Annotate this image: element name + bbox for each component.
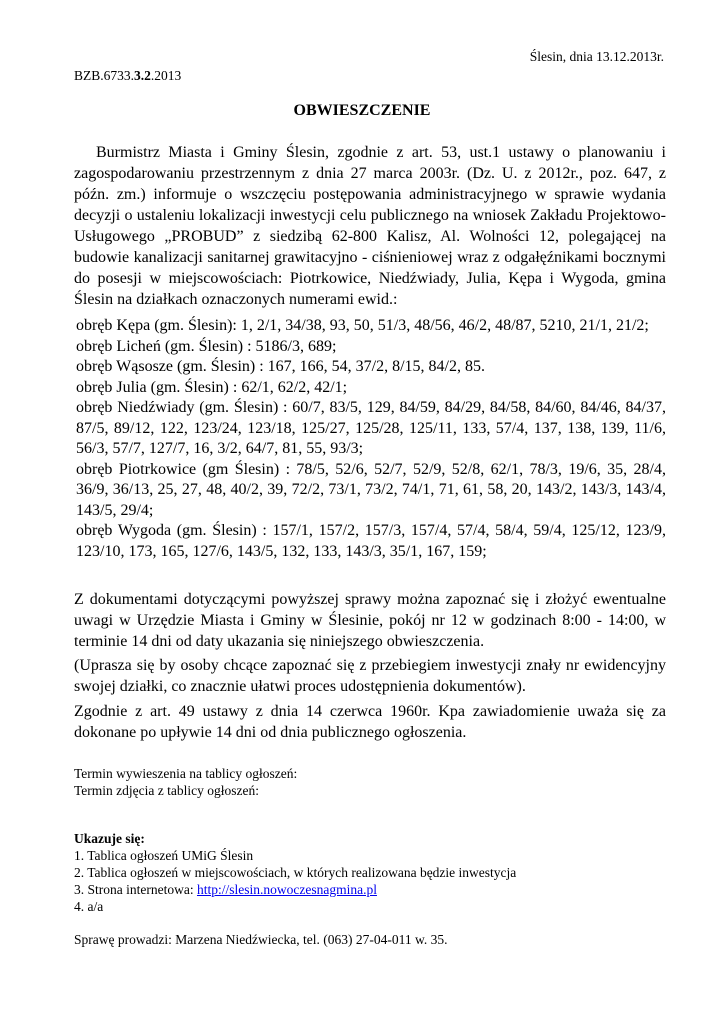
- document-title: OBWIESZCZENIE: [293, 102, 431, 119]
- shown-at-item-2: 2. Tablica ogłoszeń w miejscowościach, w których realizowana będzie inwestycja: [74, 865, 517, 880]
- documents-paragraph: Z dokumentami dotyczącymi powyższej sprawy można zapoznać się i złożyć ewentualne uwagi w Urzędzie Miasta i Gminy w Ślesinie, pokój nr 12 w godzinach 8:00 - 14:00, w terminie 14 dni od daty ukazania się niniejszego obwieszczenia.: [74, 591, 666, 650]
- parcel-list-item: obręb Niedźwiady (gm. Ślesin) : 60/7, 83/5, 129, 84/59, 84/29, 84/58, 84/60, 84/46, 84/37, 87/5, 89/12, 122, 123/24, 123/18, 125/27, 125/28, 125/11, 133, 57/4, 137, 138, 139, 11/6, 56/3, 57/7, 127/7, 16, 3/2, 64/7, 81, 55, 93/3;: [76, 399, 666, 457]
- shown-at-item-4: 4. a/a: [74, 899, 104, 914]
- parcel-list: [76, 316, 666, 562]
- ref-suffix: .2013: [150, 68, 182, 83]
- parcel-list-item: obręb Piotrkowice (gm Ślesin) : 78/5, 52/6, 52/7, 52/9, 52/8, 62/1, 78/3, 19/6, 35, 28/4, 36/9, 36/13, 25, 27, 48, 40/2, 39, 72/2, 73/1, 73/2, 74/1, 71, 61, 58, 20, 143/2, 143/3, 143/4, 143/5, 29/4;: [76, 460, 666, 519]
- shown-at-section: [74, 830, 516, 915]
- shown-at-item-3: [74, 881, 516, 898]
- reference-number: [74, 68, 181, 84]
- intro-paragraph: Burmistrz Miasta i Gminy Ślesin, zgodnie z art. 53, ust.1 ustawy o planowaniu i zagospodarowaniu przestrzennym z dnia 27 marca 2003r. (Dz. U. z 2012r., poz. 647, z późn. zm.) informuje o wszczęciu postępowania administracyjnego w sprawie wydania decyzji o ustaleniu lokalizacji inwestycji celu publicznego na wniosek Zakładu Projektowo-Usługowego „PROBUD” z siedzibą 62-800 Kalisz, Al. Wolności 12, polegającej na budowie kanalizacji sanitarnej grawitacyjno - ciśnieniowej wraz z odgałęźnikami bocznymi do posesji w miejscowościach: Piotrkowice, Niedźwiady, Julia, Kępa i Wygoda, gmina Ślesin na działkach oznaczonych numerami ewid.:: [74, 144, 666, 308]
- shown-at-item-1: 1. Tablica ogłoszeń UMiG Ślesin: [74, 848, 254, 863]
- posting-terms: [74, 765, 297, 799]
- parcel-list-item: obręb Wygoda (gm. Ślesin) : 157/1, 157/2, 157/3, 157/4, 57/4, 58/4, 59/4, 125/12, 123/9, 123/10, 173, 165, 127/6, 143/5, 132, 133, 143/3, 35/1, 167, 159;: [76, 522, 666, 560]
- request-paragraph: (Uprasza się by osoby chcące zapoznać się z przebiegiem inwestycji znały nr ewidencyjny swojej działki, co znacznie ułatwi proces udostępnienia dokumentów).: [74, 657, 666, 695]
- parcel-list-item: obręb Kępa (gm. Ślesin): 1, 2/1, 34/38, 93, 50, 51/3, 48/56, 46/2, 48/87, 5210, 21/1, 21/2;: [76, 317, 649, 334]
- legal-paragraph: Zgodnie z art. 49 ustawy z dnia 14 czerwca 1960r. Kpa zawiadomienie uważa się za dokonane po upływie 14 dni od dnia publicznego ogłoszenia.: [74, 703, 666, 741]
- posting-removed: Termin zdjęcia z tablicy ogłoszeń:: [74, 783, 259, 798]
- posting-hung: Termin wywieszenia na tablicy ogłoszeń:: [74, 766, 298, 781]
- shown-at-item-3-label: 3. Strona internetowa:: [74, 882, 197, 897]
- place-date: Ślesin, dnia 13.12.2013r.: [529, 49, 664, 64]
- shown-at-heading: Ukazuje się:: [74, 831, 145, 846]
- ref-prefix: BZB.6733.: [74, 68, 135, 83]
- ref-bold: 3.2: [134, 68, 151, 83]
- parcel-list-item: obręb Julia (gm. Ślesin) : 62/1, 62/2, 42/1;: [76, 378, 348, 396]
- case-handler: Sprawę prowadzi: Marzena Niedźwiecka, tel. (063) 27-04-011 w. 35.: [74, 932, 448, 947]
- parcel-list-item: obręb Wąsosze (gm. Ślesin) : 167, 166, 54, 37/2, 8/15, 84/2, 85.: [76, 358, 485, 375]
- parcel-list-item: obręb Licheń (gm. Ślesin) : 5186/3, 689;: [76, 337, 337, 355]
- website-link[interactable]: http://slesin.nowoczesnagmina.pl: [196, 882, 377, 897]
